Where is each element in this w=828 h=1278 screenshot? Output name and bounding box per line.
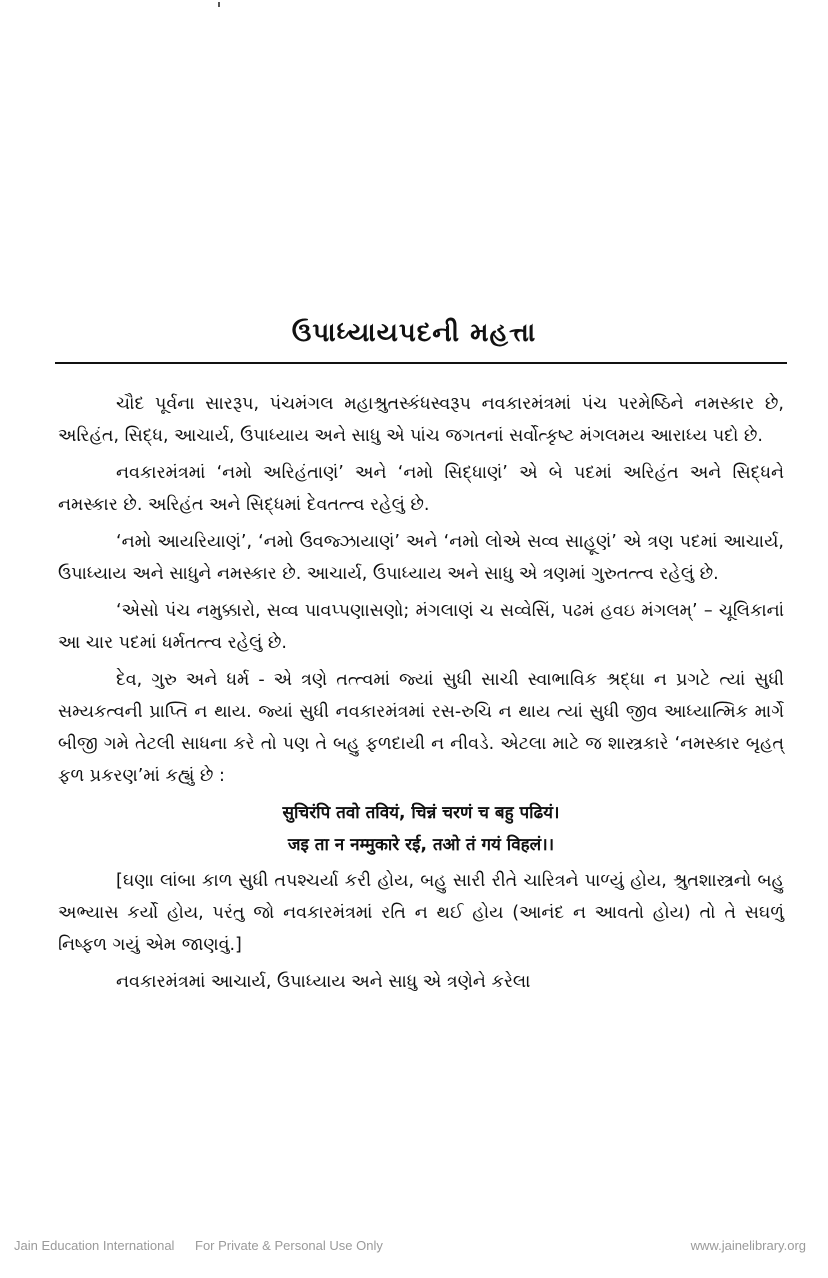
paragraph: નવકારમંત્રમાં ‘નમો અરિહંતાણં’ અને ‘નમો સિદ્ધાણં’ એ બે પદમાં અરિહંત અને સિદ્ધને નમસ્કાર છે. અરિહંત અને સિદ્ધમાં દેવતત્ત્વ રહેલું છે.: [58, 463, 784, 515]
footer-publisher: Jain Education International: [14, 1238, 175, 1253]
page-footer: [0, 1238, 828, 1258]
paragraph: નવકારમંત્રમાં આચાર્ય, ઉપાધ્યાય અને સાધુ એ ત્રણેને કરેલા: [116, 972, 531, 992]
verse-line: सुचिरंपि तवो तवियं, चिन्नं चरणं च बहु पढियं।: [282, 803, 560, 823]
scan-speck: [218, 2, 220, 7]
verse-block: [58, 797, 784, 861]
footer-website-link[interactable]: www.jainelibrary.org: [690, 1238, 806, 1253]
paragraph: ચૌદ પૂર્વના સારરૂપ, પંચમંગલ મહાશ્રુતસ્કંધસ્વરૂપ નવકારમંત્રમાં પંચ પરમેષ્ઠિને નમસ્કાર છે, અરિહંત, સિદ્ધ, આચાર્ય, ઉપાધ્યાય અને સાધુ એ પાંચ જગતનાં સર્વોત્કૃષ્ટ મંગલમય આરાધ્ય પદો છે.: [58, 394, 784, 446]
paragraph: ‘નમો આયરિયાણં’, ‘નમો ઉવજ્ઝાયાણં’ અને ‘નમો લોએ સવ્વ સાહૂણં’ એ ત્રણ પદમાં આચાર્ય, ઉપાધ્યાય અને સાધુને નમસ્કાર છે. આચાર્ય, ઉપાધ્યાય અને સાધુ એ ત્રણમાં ગુરુતત્ત્વ રહેલું છે.: [58, 532, 784, 584]
page-body: [58, 388, 784, 1003]
page-title: ઉપાધ્યાયપદની મહત્તા: [291, 318, 537, 348]
footer-usage-note: For Private & Personal Use Only: [195, 1238, 383, 1253]
paragraph: [ઘણા લાંબા કાળ સુધી તપશ્ચર્યા કરી હોય, બહુ સારી રીતે ચારિત્રને પાળ્યું હોય, શ્રુતશાસ્ત્રનો બહુ અભ્યાસ કર્યો હોય, પરંતુ જો નવકારમંત્રમાં રતિ ન થઈ હોય (આનંદ ન આવતો હોય) તો તે સઘળું નિષ્ફળ ગયું એમ જાણવું.]: [58, 871, 784, 955]
title-divider: [55, 362, 787, 364]
paragraph: ‘એસો પંચ નમુક્કારો, સવ્વ પાવપ્પણાસણો; મંગલાણં ચ સવ્વેસિં, પઢમં હવઇ મંગલમ્’ – ચૂલિકાનાં આ ચાર પદમાં ધર્મતત્ત્વ રહેલું છે.: [58, 601, 784, 653]
verse-line: जइ ता न नम्मुकारे रई, तओ तं गयं विहलं।।: [287, 835, 555, 855]
paragraph: દેવ, ગુરુ અને ધર્મ - એ ત્રણે તત્ત્વમાં જ્યાં સુધી સાચી સ્વાભાવિક શ્રદ્ધા ન પ્રગટે ત્યાં સુધી સમ્યકત્વની પ્રાપ્તિ ન થાય. જ્યાં સુધી નવકારમંત્રમાં રસ-રુચિ ન થાય ત્યાં સુધી જીવ આધ્યાત્મિક માર્ગે બીજી ગમે તેટલી સાધના કરે તો પણ તે બહુ ફળદાયી ન નીવડે. એટલા માટે જ શાસ્ત્રકારે ‘નમસ્કાર બૃહત્ ફળ પ્રકરણ’માં કહ્યું છે :: [58, 670, 784, 786]
